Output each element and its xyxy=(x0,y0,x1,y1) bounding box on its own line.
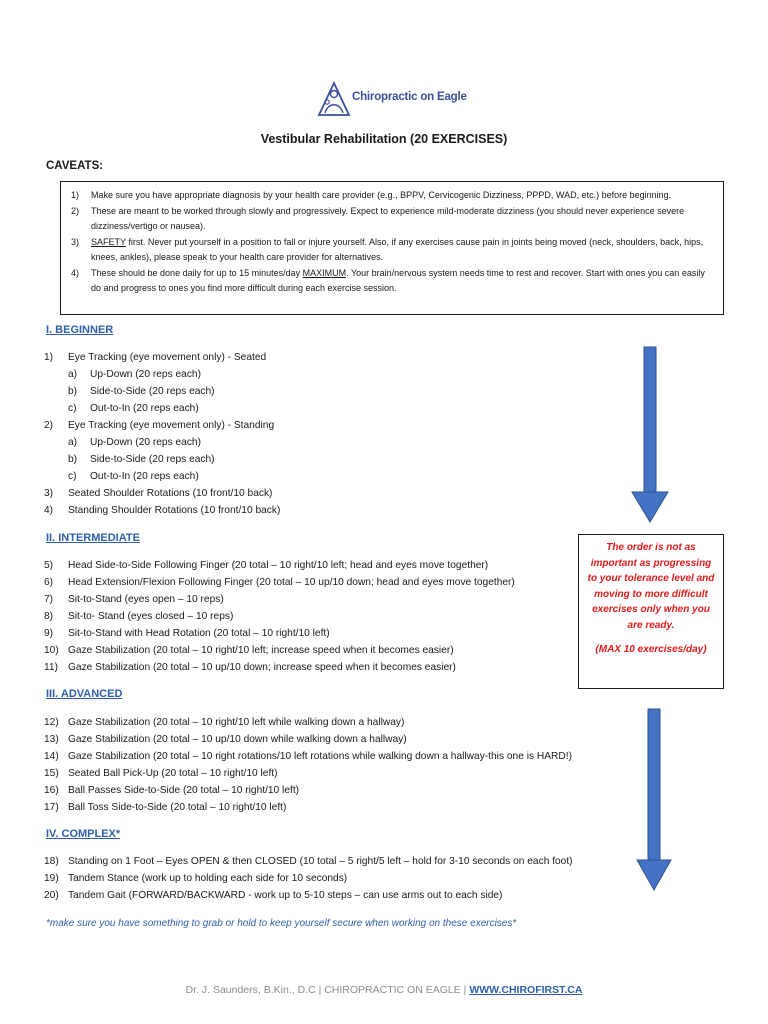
exercise-subitem: c) Out-to-In (20 reps each) xyxy=(68,471,199,482)
caveat-text xyxy=(91,235,713,265)
exercise-item: 1) Eye Tracking (eye movement only) - Seated xyxy=(44,352,267,363)
exercise-item: 3) Seated Shoulder Rotations (10 front/10 back) xyxy=(44,488,273,499)
order-note-max: (MAX 10 exercises/day) xyxy=(595,644,707,655)
section-heading-beginner: I. BEGINNER xyxy=(46,324,114,336)
exercise-item: 6) Head Extension/Flexion Following Finger (20 total – 10 up/10 down; head and eyes move together) xyxy=(44,577,515,588)
exercise-subitem: c) Out-to-In (20 reps each) xyxy=(68,403,199,414)
maximum-emphasis: MAXIMUM xyxy=(302,268,347,278)
exercise-item: 9) Sit-to-Stand with Head Rotation (20 total – 10 right/10 left) xyxy=(44,628,330,639)
logo-text: Chiropractic on Eagle xyxy=(352,91,467,103)
exercise-item: 2) Eye Tracking (eye movement only) - Standing xyxy=(44,420,275,431)
exercise-item: 4) Standing Shoulder Rotations (10 front/10 back) xyxy=(44,505,281,516)
down-arrow-icon xyxy=(630,346,670,524)
caveat-item xyxy=(71,266,713,296)
caveat-item xyxy=(71,235,713,265)
exercise-subitem: b) Side-to-Side (20 reps each) xyxy=(68,454,215,465)
family-figure-logo-icon xyxy=(316,80,352,118)
exercise-item: 8) Sit-to- Stand (eyes closed – 10 reps) xyxy=(44,611,234,622)
exercise-subitem: a) Up-Down (20 reps each) xyxy=(68,437,201,448)
complex-list xyxy=(44,853,573,904)
exercise-item: 10) Gaze Stabilization (20 total – 10 right/10 left; increase speed when it becomes easier) xyxy=(44,645,454,656)
section-heading-advanced: III. ADVANCED xyxy=(46,688,123,700)
exercise-item: 14) Gaze Stabilization (20 total – 10 right rotations/10 left rotations while walking down a hallway-this one is HARD!) xyxy=(44,751,572,762)
footer-text: Dr. J. Saunders, B.Kin., D.C | CHIROPRACTIC ON EAGLE | xyxy=(185,984,470,996)
exercise-item: 16) Ball Passes Side-to-Side (20 total – 10 right/10 left) xyxy=(44,785,300,796)
order-note-box xyxy=(578,534,724,689)
exercise-item: 18) Standing on 1 Foot – Eyes OPEN & then CLOSED (10 total – 5 right/5 left – hold for 3-10 seconds on each foot) xyxy=(44,856,573,867)
exercise-item: 15) Seated Ball Pick-Up (20 total – 10 right/10 left) xyxy=(44,768,278,779)
exercise-item: 12) Gaze Stabilization (20 total – 10 right/10 left while walking down a hallway) xyxy=(44,717,405,728)
caveat-item xyxy=(71,188,713,203)
caveats-box xyxy=(60,181,724,315)
down-arrow-icon xyxy=(636,708,672,892)
section-heading-intermediate: II. INTERMEDIATE xyxy=(46,532,140,544)
exercise-item: 7) Sit-to-Stand (eyes open – 10 reps) xyxy=(44,594,224,605)
caveat-number: 2) xyxy=(71,206,80,216)
exercise-item: 5) Head Side-to-Side Following Finger (20 total – 10 right/10 left; head and eyes move together) xyxy=(44,560,489,571)
footer-website-link[interactable]: WWW.CHIROFIRST.CA xyxy=(469,984,583,996)
exercise-item: 17) Ball Toss Side-to-Side (20 total – 10 right/10 left) xyxy=(44,802,287,813)
exercise-item: 20) Tandem Gait (FORWARD/BACKWARD - work up to 5-10 steps – can use arms out to each side) xyxy=(44,890,503,901)
logo xyxy=(316,80,466,120)
footer xyxy=(0,984,768,996)
caveat-number: 1) xyxy=(71,190,80,200)
page-title: Vestibular Rehabilitation (20 EXERCISES) xyxy=(260,132,508,146)
safety-emphasis: SAFETY xyxy=(91,237,126,247)
exercise-subitem: a) Up-Down (20 reps each) xyxy=(68,369,201,380)
caveat-text-a: These should be done daily for up to 15 minutes/day xyxy=(91,268,303,278)
caveats-label: CAVEATS: xyxy=(46,160,104,172)
intermediate-list xyxy=(44,557,515,676)
caveat-text: Make sure you have appropriate diagnosis by your health care provider (e.g., BPPV, Cervicogenic Dizziness, PPPD, WAD, etc.) before beginning. xyxy=(91,190,672,200)
advanced-list xyxy=(44,714,572,816)
exercise-item: 19) Tandem Stance (work up to holding each side for 10 seconds) xyxy=(44,873,348,884)
order-note-text: The order is not as important as progressing to your tolerance level and moving to more difficult exercises only when you are ready. xyxy=(587,542,715,631)
exercise-subitem: b) Side-to-Side (20 reps each) xyxy=(68,386,215,397)
safety-footnote: *make sure you have something to grab or hold to keep yourself secure when working on these exercises* xyxy=(46,918,517,929)
exercise-item: 11) Gaze Stabilization (20 total – 10 up/10 down; increase speed when it becomes easier) xyxy=(44,662,456,673)
caveat-number: 3) xyxy=(71,237,80,247)
caveat-text: These are meant to be worked through slowly and progressively. Expect to experience mild-moderate dizziness (you should never experience severe dizziness/vertigo or nausea). xyxy=(91,206,685,231)
section-heading-complex: IV. COMPLEX* xyxy=(46,828,121,840)
caveat-text-b: . Your brain/nervous system needs time to rest and recover. Start with ones you can easily do and progress to ones you find more difficult during each exercise session. xyxy=(91,268,705,293)
caveat-number: 4) xyxy=(71,268,80,278)
caveat-text-rest: first. Never put yourself in a position to fall or injure yourself. Also, if any exercises cause pain in joints being moved (neck, shoulders, back, hips, knees, ankles), please speak to your health care provider for alternatives. xyxy=(91,237,704,262)
exercise-item: 13) Gaze Stabilization (20 total – 10 up/10 down while walking down a hallway) xyxy=(44,734,407,745)
caveat-item xyxy=(71,204,713,234)
beginner-list xyxy=(44,349,280,519)
caveat-text xyxy=(91,266,713,296)
